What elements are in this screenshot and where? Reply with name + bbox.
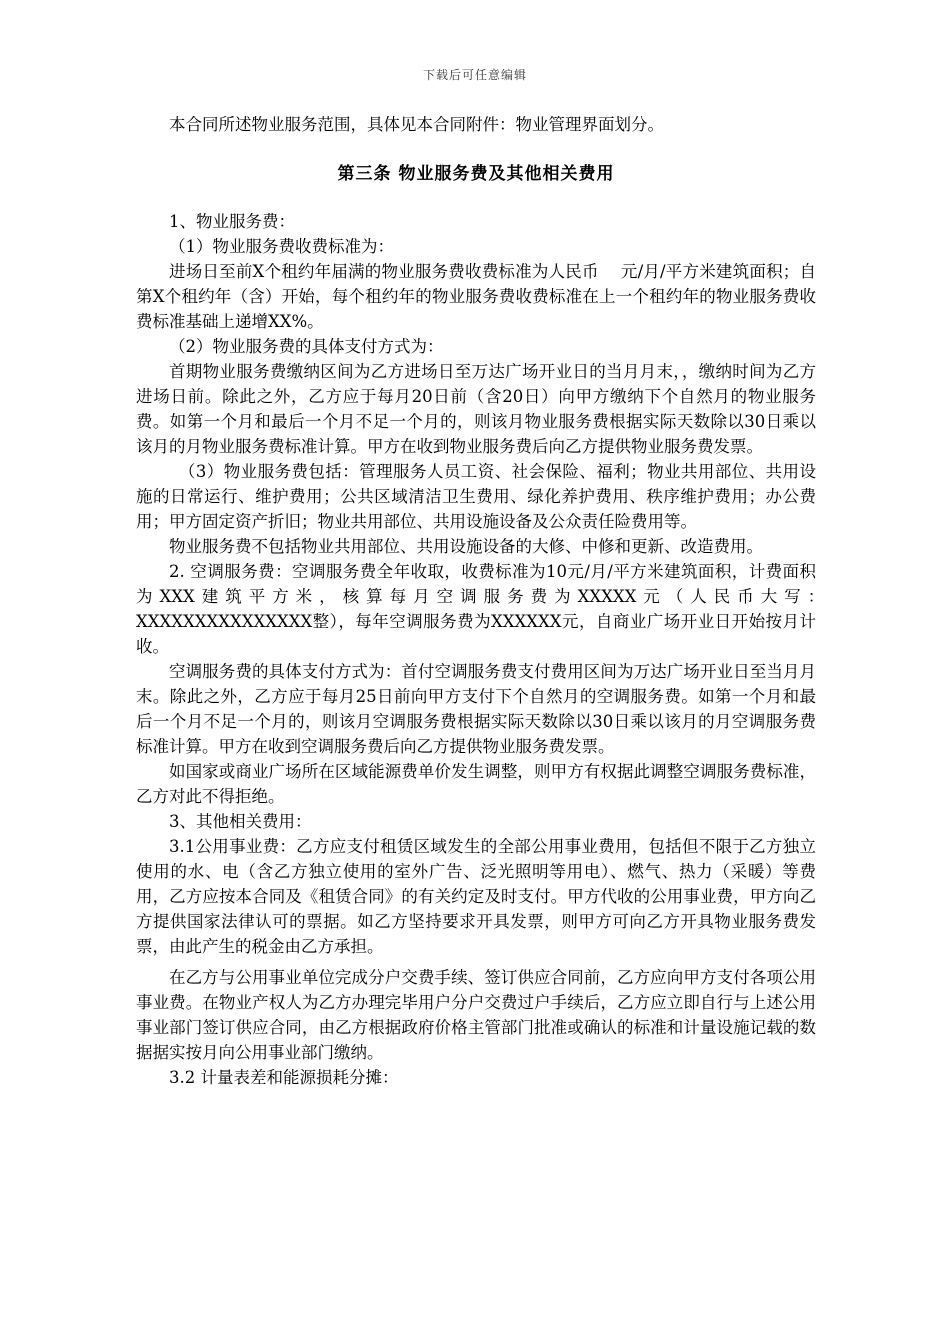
- paragraph-scope: 本合同所述物业服务范围，具体见本合同附件：物业管理界面划分。: [169, 115, 664, 134]
- paragraph-utility-fees: 3.1公用事业费：乙方应支付租赁区域发生的全部公用事业费用，包括但不限于乙方独立使用的水、电（含乙方独立使用的室外广告、泛光照明等用电）、燃气、热力（采暖）等费用，乙方应按本合同及《租赁合同》的有关约定及时支付。甲方代收的公用事业费，甲方向乙方提供国家法律认可的票据。如乙方坚持要求开具发票，则甲方可向乙方开具物业服务费发票，由此产生的税金由乙方承担。: [136, 837, 816, 956]
- subheading-fee-standard: （1）物业服务费收费标准为：: [169, 237, 394, 256]
- subheading-meter-loss: 3.2 计量表差和能源损耗分摊：: [169, 1068, 399, 1087]
- paragraph-ac-adjustment: 如国家或商业广场所在区域能源费单价发生调整，则甲方有权据此调整空调服务费标准，乙方对此不得拒绝。: [136, 762, 816, 806]
- article-title: 第三条 物业服务费及其他相关费用: [337, 164, 615, 184]
- paragraph-ac-payment: 空调服务费的具体支付方式为：首付空调服务费支付费用区间为万达广场开业日至当月月末。除此之外，乙方应于每月25日前向甲方支付下个自然月的空调服务费。如第一个月和最后一个月不足一个月的，则该月空调服务费根据实际天数除以30日乘以该月的月空调服务费标准计算。甲方在收到空调服务费后向乙方提供物业服务费发票。: [136, 662, 816, 756]
- section-heading-property-fee: 1、物业服务费：: [169, 212, 295, 231]
- document-body: [136, 112, 882, 1090]
- paragraph-utility-transfer: 在乙方与公用事业单位完成分户交费手续、签订供应合同前，乙方应向甲方支付各项公用事业费。在物业产权人为乙方办理完毕用户分户交费过户手续后，乙方应立即自行与上述公用事业部门签订供应合同，由乙方根据政府价格主管部门批准或确认的标准和计量设施记载的数据据实按月向公用事业部门缴纳。: [136, 968, 816, 1062]
- header-note: 下载后可任意编辑: [422, 68, 527, 82]
- paragraph-ac-fee: 2. 空调服务费：空调服务费全年收取，收费标准为10元/月/平方米建筑面积，计费面积为XXX建筑平方米，核算每月空调服务费为XXXXX元（人民币大写： XXXXXXXXXXXXXXX整），每年空调服务费为XXXXXX元，自商业广场开业日开始按月计收。: [136, 562, 882, 656]
- paragraph-payment-method: 首期物业服务费缴纳区间为乙方进场日至万达广场开业日的当月月末，，缴纳时间为乙方进场日前。除此之外，乙方应于每月20日前（含20日）向甲方缴纳下个自然月的物业服务费。如第一个月和最后一个月不足一个月的，则该月物业服务费根据实际天数除以30日乘以该月的月物业服务费标准计算。甲方在收到物业服务费后向乙方提供物业服务费发票。: [136, 362, 816, 456]
- paragraph-fee-includes: （3）物业服务费包括：管理服务人员工资、社会保险、福利；物业共用部位、共用设施的日常运行、维护费用；公共区域清洁卫生费用、绿化养护费用、秩序维护费用；办公费用；甲方固定资产折旧；物业共用部位、共用设施设备及公众责任险费用等。: [136, 462, 816, 531]
- paragraph-fee-standard: 进场日至前X个租约年届满的物业服务费收费标准为人民币 元/月/平方米建筑面积；自第X个租约年（含）开始，每个租约年的物业服务费收费标准在上一个租约年的物业服务费收费标准基础上递增XX%。: [136, 262, 816, 331]
- paragraph-fee-excludes: 物业服务费不包括物业共用部位、共用设施设备的大修、中修和更新、改造费用。: [169, 537, 763, 556]
- subheading-payment-method: （2）物业服务费的具体支付方式为：: [169, 337, 444, 356]
- section-heading-other-fees: 3、其他相关费用：: [169, 812, 312, 831]
